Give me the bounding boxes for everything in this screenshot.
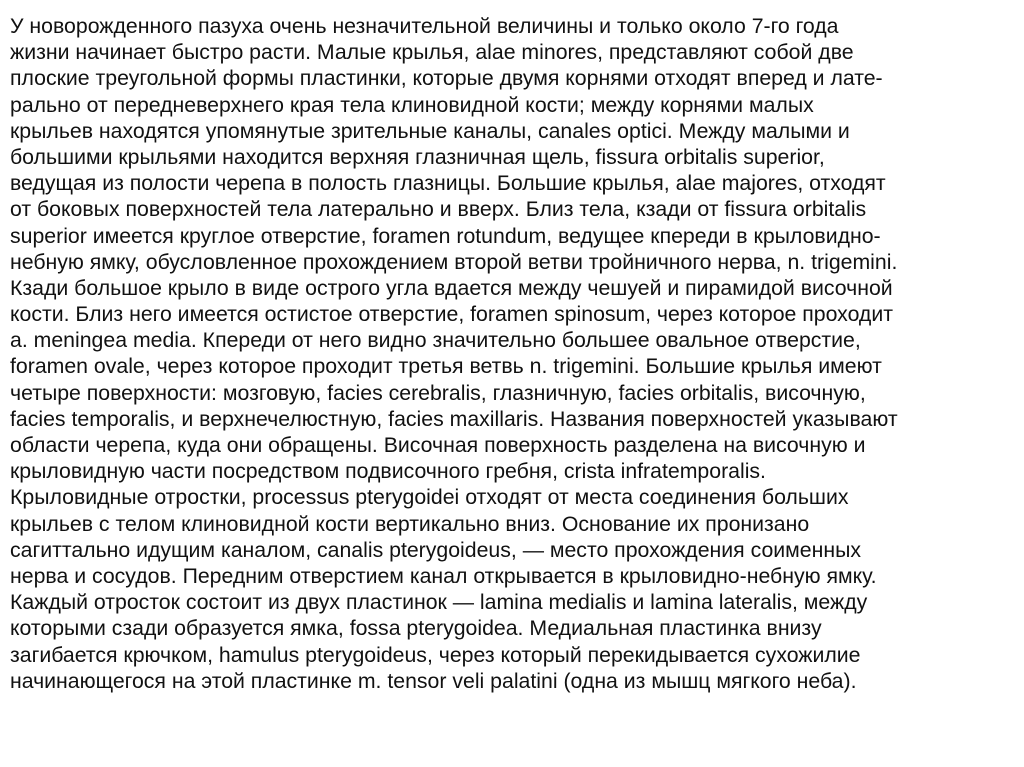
text-line: facies temporalis, и верхнечелюстную, facies maxillaris. Названия поверхностей указывают <box>10 406 898 431</box>
text-line: foramen ovale, через которое проходит третья ветвь n. trigemini. Большие крылья имеют <box>10 354 882 379</box>
text-line: a. meningea media. Кпереди от него видно значительно большее овальное отверстие, <box>10 328 861 353</box>
text-line: кости. Близ него имеется остистое отверстие, foramen spinosum, через которое проходит <box>10 302 893 327</box>
text-line: загибается крючком, hamulus pterygoideus, через который перекидывается сухожилие <box>10 642 861 667</box>
text-line: крыловидную части посредством подвисочного гребня, crista infratemporalis. <box>10 459 766 484</box>
text-line: большими крыльями находится верхняя глазничная щель, fissura orbitalis superior, <box>10 144 825 169</box>
text-line: крыльев с телом клиновидной кости вертикально вниз. Основание их пронизано <box>10 511 810 536</box>
text-line: рально от передневерхнего края тела клиновидной кости; между корнями малых <box>10 92 814 117</box>
text-line: начинающегося на этой пластинке m. tensor veli palatini (одна из мышц мягкого неба). <box>10 668 857 693</box>
text-line: крыльев находятся упомянутые зрительные каналы, canales optici. Между малыми и <box>10 118 850 143</box>
text-line: Кзади большое крыло в виде острого угла вдается между чешуей и пирамидой височной <box>10 275 893 300</box>
text-line: четыре поверхности: мозговую, facies cerebralis, глазничную, facies orbitalis, височную, <box>10 380 866 405</box>
text-line: области черепа, куда они обращены. Височная поверхность разделена на височную и <box>10 433 866 457</box>
text-line: У новорожденного пазуха очень незначительной величины и только около 7-го года <box>10 14 839 38</box>
text-line: ведущая из полости черепа в полость глазницы. Большие крылья, alae majores, отходят <box>10 171 886 196</box>
text-line: небную ямку, обусловленное прохождением второй ветви тройничного нерва, n. trigemini. <box>10 249 898 274</box>
text-line: нерва и сосудов. Передним отверстием канал открывается в крыловидно-небную ямку. <box>10 563 877 588</box>
text-line: сагиттально идущим каналом, canalis pterygoideus, — место прохождения соименных <box>10 537 862 562</box>
text-line: плоские треугольной формы пластинки, которые двумя корнями отходят вперед и лате- <box>10 66 883 91</box>
text-line: от боковых поверхностей тела латерально и вверх. Близ тела, кзади от fissura orbitalis <box>10 197 867 222</box>
text-line: жизни начинает быстро расти. Малые крылья, alae minores, представляют собой две <box>10 40 854 65</box>
text-line: Каждый отросток состоит из двух пластинок — lamina medialis и lamina lateralis, между <box>10 590 868 615</box>
text-line: superior имеется круглое отверстие, foramen rotundum, ведущее кпереди в крыловидно- <box>10 223 881 248</box>
text-line: которыми сзади образуется ямка, fossa pterygoidea. Медиальная пластинка внизу <box>10 616 822 641</box>
body-text <box>10 13 1020 694</box>
text-line: Крыловидные отростки, processus pterygoidei отходят от места соединения больших <box>10 485 849 510</box>
